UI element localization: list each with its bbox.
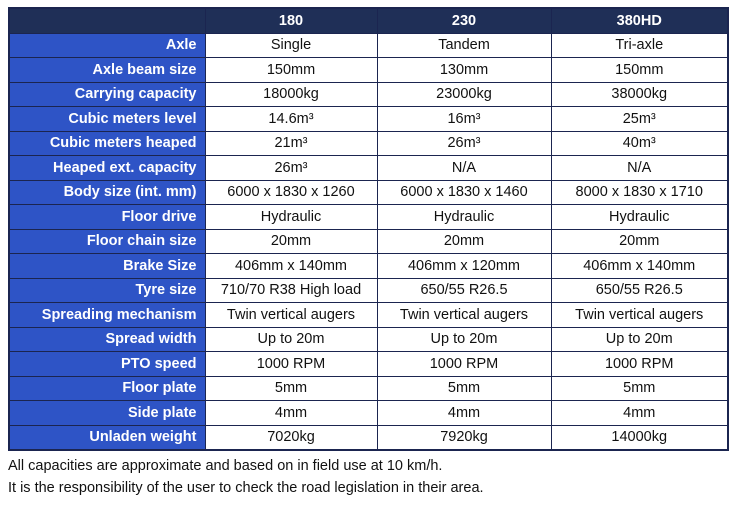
- table-cell: 5mm: [551, 376, 728, 401]
- row-label: Tyre size: [9, 278, 205, 303]
- column-header-380hd: 380HD: [551, 8, 728, 33]
- table-cell: Hydraulic: [551, 205, 728, 230]
- row-label: Axle beam size: [9, 58, 205, 83]
- footnotes: [8, 455, 728, 499]
- table-cell: 8000 x 1830 x 1710: [551, 180, 728, 205]
- table-cell: 25m³: [551, 107, 728, 132]
- table-row: [9, 107, 728, 132]
- table-row: [9, 376, 728, 401]
- row-label: Axle: [9, 33, 205, 58]
- table-cell: 38000kg: [551, 82, 728, 107]
- row-label: Side plate: [9, 401, 205, 426]
- table-cell: Tandem: [377, 33, 551, 58]
- row-label: Body size (int. mm): [9, 180, 205, 205]
- table-cell: 26m³: [377, 131, 551, 156]
- table-cell: 4mm: [205, 401, 377, 426]
- table-cell: 4mm: [551, 401, 728, 426]
- row-label: Spreading mechanism: [9, 303, 205, 328]
- table-row: [9, 205, 728, 230]
- row-label: Heaped ext. capacity: [9, 156, 205, 181]
- table-cell: 406mm x 140mm: [551, 254, 728, 279]
- row-label: Carrying capacity: [9, 82, 205, 107]
- row-label: Cubic meters level: [9, 107, 205, 132]
- table-cell: N/A: [551, 156, 728, 181]
- table-cell: 40m³: [551, 131, 728, 156]
- footnote-legislation: It is the responsibility of the user to check the road legislation in their area.: [8, 480, 484, 496]
- table-cell: 26m³: [205, 156, 377, 181]
- table-cell: N/A: [377, 156, 551, 181]
- row-label: Spread width: [9, 327, 205, 352]
- table-cell: 16m³: [377, 107, 551, 132]
- table-cell: 7920kg: [377, 425, 551, 450]
- table-cell: 650/55 R26.5: [377, 278, 551, 303]
- header-corner-cell: [9, 8, 205, 33]
- table-cell: 710/70 R38 High load: [205, 278, 377, 303]
- table-cell: 20mm: [551, 229, 728, 254]
- table-cell: 6000 x 1830 x 1260: [205, 180, 377, 205]
- table-cell: Twin vertical augers: [377, 303, 551, 328]
- spec-table-body: [9, 33, 728, 450]
- table-cell: 7020kg: [205, 425, 377, 450]
- table-cell: 130mm: [377, 58, 551, 83]
- table-cell: 23000kg: [377, 82, 551, 107]
- table-row: [9, 156, 728, 181]
- table-cell: 406mm x 120mm: [377, 254, 551, 279]
- table-cell: 18000kg: [205, 82, 377, 107]
- table-row: [9, 401, 728, 426]
- table-cell: 1000 RPM: [377, 352, 551, 377]
- table-cell: Up to 20m: [551, 327, 728, 352]
- row-label: Brake Size: [9, 254, 205, 279]
- row-label: Unladen weight: [9, 425, 205, 450]
- row-label: Cubic meters heaped: [9, 131, 205, 156]
- table-row: [9, 327, 728, 352]
- table-cell: Twin vertical augers: [205, 303, 377, 328]
- table-cell: 5mm: [205, 376, 377, 401]
- table-cell: 1000 RPM: [205, 352, 377, 377]
- table-cell: Up to 20m: [377, 327, 551, 352]
- table-row: [9, 131, 728, 156]
- table-cell: Up to 20m: [205, 327, 377, 352]
- table-cell: 20mm: [377, 229, 551, 254]
- table-cell: 1000 RPM: [551, 352, 728, 377]
- table-cell: 650/55 R26.5: [551, 278, 728, 303]
- table-cell: 20mm: [205, 229, 377, 254]
- column-header-230: 230: [377, 8, 551, 33]
- table-cell: 21m³: [205, 131, 377, 156]
- table-cell: 150mm: [551, 58, 728, 83]
- table-row: [9, 82, 728, 107]
- table-cell: Twin vertical augers: [551, 303, 728, 328]
- row-label: PTO speed: [9, 352, 205, 377]
- table-cell: 14.6m³: [205, 107, 377, 132]
- table-row: [9, 180, 728, 205]
- column-header-180: 180: [205, 8, 377, 33]
- table-row: [9, 278, 728, 303]
- table-cell: Tri-axle: [551, 33, 728, 58]
- table-row: [9, 58, 728, 83]
- table-cell: Hydraulic: [205, 205, 377, 230]
- table-cell: Hydraulic: [377, 205, 551, 230]
- table-cell: 6000 x 1830 x 1460: [377, 180, 551, 205]
- table-cell: 150mm: [205, 58, 377, 83]
- row-label: Floor plate: [9, 376, 205, 401]
- table-row: [9, 425, 728, 450]
- row-label: Floor drive: [9, 205, 205, 230]
- table-row: [9, 303, 728, 328]
- footnote-capacities: All capacities are approximate and based on in field use at 10 km/h.: [8, 458, 443, 474]
- table-row: [9, 254, 728, 279]
- table-row: [9, 33, 728, 58]
- table-cell: 14000kg: [551, 425, 728, 450]
- row-label: Floor chain size: [9, 229, 205, 254]
- spec-table: [8, 7, 729, 451]
- table-cell: 4mm: [377, 401, 551, 426]
- table-row: [9, 229, 728, 254]
- table-row: [9, 352, 728, 377]
- header-row: [9, 8, 728, 33]
- table-cell: Single: [205, 33, 377, 58]
- table-cell: 406mm x 140mm: [205, 254, 377, 279]
- table-cell: 5mm: [377, 376, 551, 401]
